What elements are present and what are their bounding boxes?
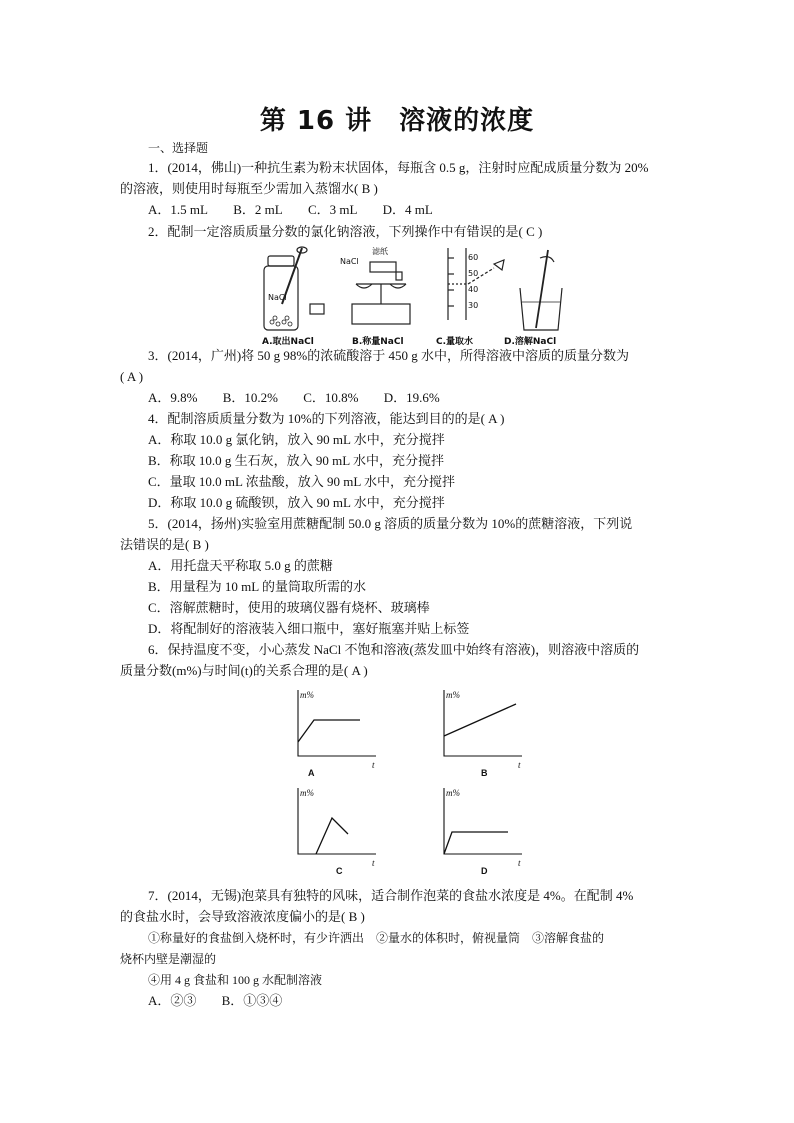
q4-option-a: A．称取 10.0 g 氯化钠，放入 90 mL 水中，充分搅拌	[148, 432, 445, 447]
graph-b-ylabel: m%	[446, 690, 460, 700]
q5-option-d: D．将配制好的溶液装入细口瓶中，塞好瓶塞并贴上标签	[148, 621, 470, 636]
q4-line1: 4．配制溶质质量分数为 10%的下列溶液，能达到目的的是( A )	[148, 411, 505, 426]
graph-d-ylabel: m%	[446, 788, 460, 798]
q3-line1: 3．(2014，广州)将 50 g 98%的浓硫酸溶于 450 g 水中，所得溶液中溶质的质量分数为	[148, 348, 629, 363]
q1-line2: 的溶液，则使用时每瓶至少需加入蒸馏水( B )	[120, 181, 378, 196]
tick-30: 30	[468, 301, 479, 310]
q7-options	[148, 991, 708, 1011]
q2-lab-figure	[258, 244, 568, 348]
glass-rod	[536, 250, 548, 328]
lab-operations-illustration	[258, 244, 568, 348]
graph-c-xlabel: t	[372, 858, 375, 868]
q6-line2: 质量分数(m%)与时间(t)的关系合理的是( A )	[120, 663, 368, 678]
paper-label: 滤纸	[372, 247, 388, 256]
q5-line1: 5．(2014，扬州)实验室用蔗糖配制 50.0 g 溶质的质量分数为 10%的蔗糖溶液，下列说	[148, 516, 633, 531]
q1-option-b: B．2 mL	[233, 202, 283, 217]
q7-line4: 烧杯内壁是潮湿的	[120, 952, 217, 966]
graph-c-curve	[316, 818, 348, 854]
eye-icon	[494, 260, 504, 270]
tick-50: 50	[468, 269, 479, 278]
graph-d-xlabel: t	[518, 858, 521, 868]
q1-options	[148, 200, 708, 220]
q6-graphs-svg	[280, 684, 540, 880]
q7-option-b: B．①③④	[221, 993, 283, 1008]
q5-option-a: A．用托盘天平称取 5.0 g 的蔗糖	[148, 558, 333, 573]
q5-option-b: B．用量程为 10 mL 的量筒取所需的水	[148, 579, 366, 594]
q4-option-d: D．称取 10.0 g 硫酸钡，放入 90 mL 水中，充分搅拌	[148, 495, 445, 510]
q3-option-c: C．10.8%	[303, 390, 359, 405]
q1-line1: 1．(2014，佛山)一种抗生素为粉末状固体，每瓶含 0.5 g，注射时应配成质量分数为 20%	[148, 160, 649, 175]
q6-line1: 6．保持温度不变，小心蒸发 NaCl 不饱和溶液(蒸发皿中始终有溶液)，则溶液中溶质的	[148, 642, 640, 657]
q3-option-b: B．10.2%	[222, 390, 278, 405]
caption-c: C.量取水	[436, 337, 474, 347]
q3-option-a: A．9.8%	[148, 390, 198, 405]
graph-a-curve	[298, 720, 360, 742]
q1-option-a: A．1.5 mL	[148, 202, 208, 217]
graph-c-ylabel: m%	[300, 788, 314, 798]
q7-line5: ④用 4 g 食盐和 100 g 水配制溶液	[148, 973, 323, 987]
graph-a-label: A	[308, 768, 315, 778]
q7-option-a: A．②③	[148, 993, 197, 1008]
q5-option-c: C．溶解蔗糖时，使用的玻璃仪器有烧杯、玻璃棒	[148, 600, 430, 615]
scale-label: NaCl	[340, 257, 359, 266]
q3-options	[148, 388, 708, 408]
jar-label: NaCl	[268, 293, 287, 302]
graph-b-curve	[444, 704, 516, 736]
q1-option-d: D．4 mL	[382, 202, 433, 217]
q4-option-c: C．量取 10.0 mL 浓盐酸，放入 90 mL 水中，充分搅拌	[148, 474, 456, 489]
caption-a: A.取出NaCl	[262, 337, 314, 347]
balance-base	[352, 304, 410, 324]
q4-option-b: B．称取 10.0 g 生石灰，放入 90 mL 水中，充分搅拌	[148, 453, 444, 468]
graph-a-ylabel: m%	[300, 690, 314, 700]
q7-line2: 的食盐水时，会导致溶液浓度偏小的是( B )	[120, 909, 365, 924]
caption-b: B.称量NaCl	[352, 337, 404, 347]
section-heading: 一、选择题	[148, 141, 209, 155]
graph-a-xlabel: t	[372, 760, 375, 770]
q7-line1: 7．(2014，无锡)泡菜具有独特的风味，适合制作泡菜的食盐水浓度是 4%。在配制 4%	[148, 888, 634, 903]
q6-graphs	[280, 684, 540, 880]
q5-line2: 法错误的是( B )	[120, 537, 209, 552]
graph-b-label: B	[481, 768, 488, 778]
q3-option-d: D．19.6%	[383, 390, 440, 405]
q2-line1: 2．配制一定溶质质量分数的氯化钠溶液，下列操作中有错误的是( C )	[148, 224, 543, 239]
q7-line3: ①称量好的食盐倒入烧杯时，有少许洒出 ②量水的体积时，俯视量筒 ③溶解食盐的	[148, 931, 605, 945]
graph-b-xlabel: t	[518, 760, 521, 770]
caption-d: D.溶解NaCl	[504, 337, 557, 347]
graph-c-label: C	[336, 866, 343, 876]
graph-d-label: D	[481, 866, 488, 876]
tick-40: 40	[468, 285, 479, 294]
q3-line2: ( A )	[120, 369, 144, 384]
tick-60: 60	[468, 253, 479, 262]
graph-d-curve	[444, 832, 508, 854]
page-title: 第 16 讲 溶液的浓度	[259, 106, 535, 136]
q1-option-c: C．3 mL	[307, 202, 358, 217]
